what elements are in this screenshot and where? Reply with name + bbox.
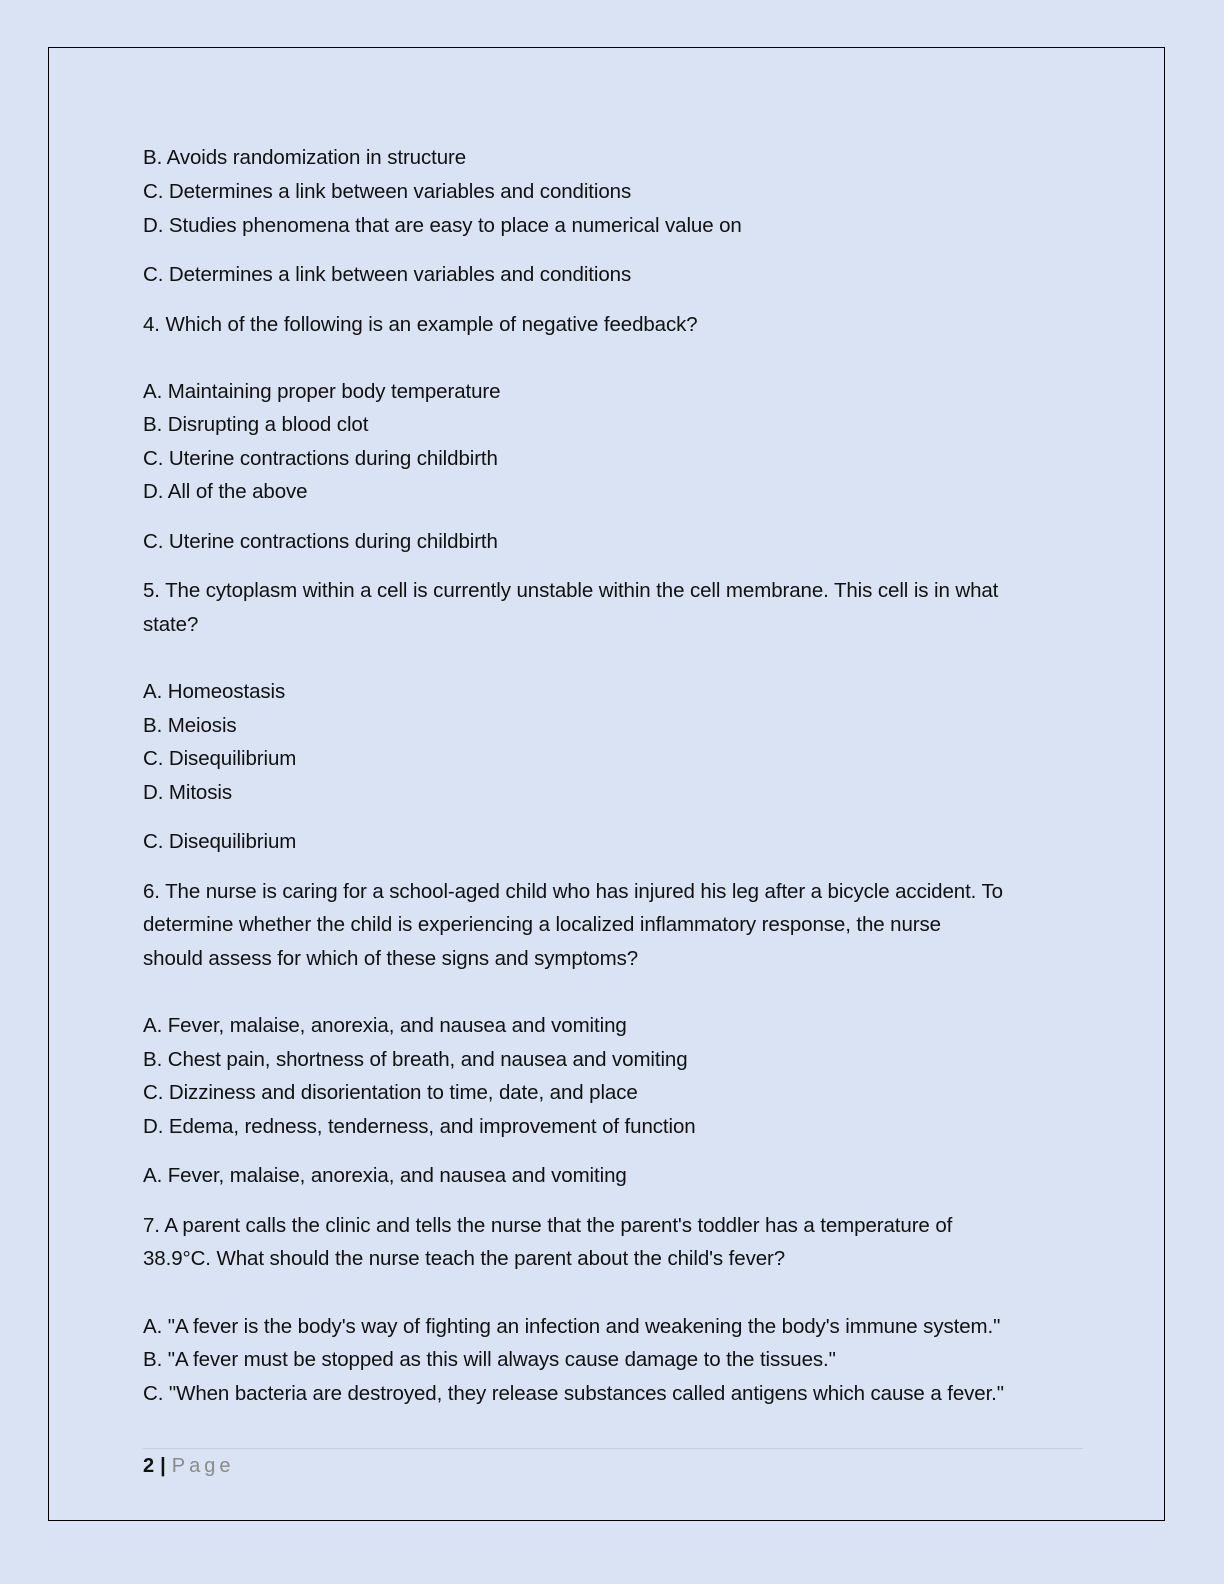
option-line: B. Meiosis [143, 714, 237, 737]
answer-line: C. Determines a link between variables and conditions [143, 263, 632, 286]
page-label: Page [171, 1455, 235, 1477]
option-line: A. Homeostasis [143, 680, 286, 703]
option-line: B. "A fever must be stopped as this will always cause damage to the tissues." [143, 1348, 836, 1371]
question-line: should assess for which of these signs and symptoms? [143, 947, 639, 970]
answer-line: C. Disequilibrium [143, 830, 297, 853]
question-line: 6. The nurse is caring for a school-aged child who has injured his leg after a bicycle accident. To [143, 880, 1003, 903]
page-footer [143, 1454, 234, 1478]
option-line: C. Determines a link between variables and conditions [143, 180, 632, 203]
option-line: B. Chest pain, shortness of breath, and nausea and vomiting [143, 1048, 688, 1071]
option-line: A. Maintaining proper body temperature [143, 380, 501, 403]
page-number: 2 [143, 1455, 155, 1477]
option-line: C. "When bacteria are destroyed, they release substances called antigens which cause a fever." [143, 1382, 1004, 1405]
option-line: C. Disequilibrium [143, 747, 297, 770]
option-line: A. "A fever is the body's way of fighting an infection and weakening the body's immune system." [143, 1315, 1001, 1338]
question-line: 5. The cytoplasm within a cell is currently unstable within the cell membrane. This cell is in what [143, 579, 999, 602]
question-line: 7. A parent calls the clinic and tells the nurse that the parent's toddler has a temperature of [143, 1214, 953, 1237]
option-line: D. All of the above [143, 480, 308, 503]
answer-line: C. Uterine contractions during childbirth [143, 530, 498, 553]
option-line: C. Dizziness and disorientation to time, date, and place [143, 1081, 638, 1104]
footer-separator: | [160, 1455, 166, 1477]
question-line: 4. Which of the following is an example of negative feedback? [143, 313, 698, 336]
footer-divider [143, 1448, 1083, 1449]
answer-line: A. Fever, malaise, anorexia, and nausea and vomiting [143, 1164, 627, 1187]
question-line: 38.9°C. What should the nurse teach the parent about the child's fever? [143, 1247, 786, 1270]
option-line: B. Disrupting a blood clot [143, 413, 369, 436]
option-line: D. Edema, redness, tenderness, and improvement of function [143, 1115, 696, 1138]
question-line: state? [143, 613, 199, 636]
option-line: D. Mitosis [143, 781, 232, 804]
option-line: C. Uterine contractions during childbirth [143, 447, 498, 470]
option-line: B. Avoids randomization in structure [143, 146, 467, 169]
option-line: A. Fever, malaise, anorexia, and nausea and vomiting [143, 1014, 627, 1037]
option-line: D. Studies phenomena that are easy to place a numerical value on [143, 214, 742, 237]
question-line: determine whether the child is experiencing a localized inflammatory response, the nurse [143, 913, 941, 936]
